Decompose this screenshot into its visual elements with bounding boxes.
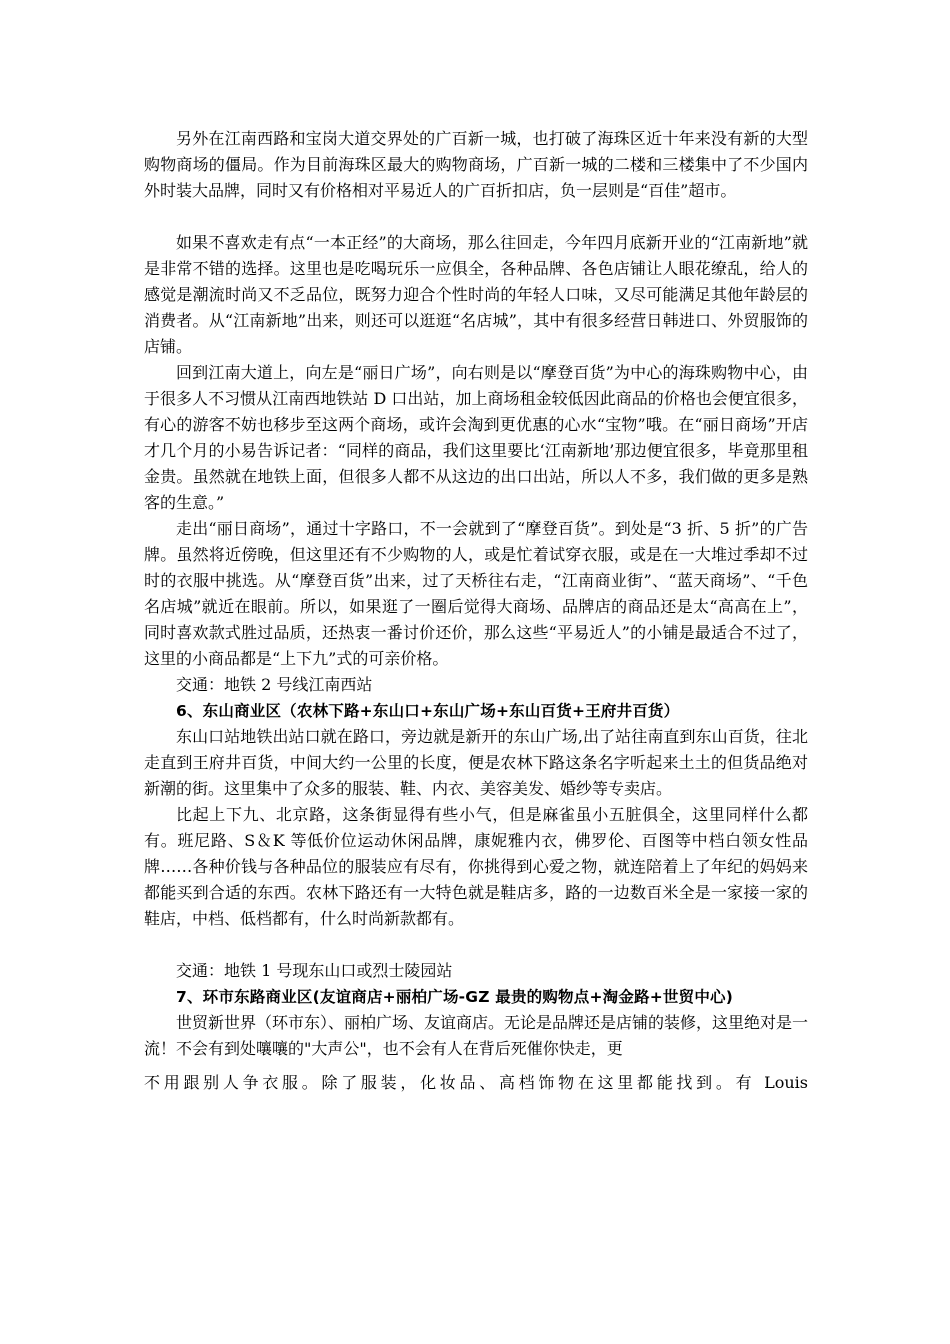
paragraph-jiangnan-xindi: 如果不喜欢走有点“一本正经”的大商场，那么往回走，今年四月底新开业的“江南新地”就是非常不错的选择。这里也是吃喝玩乐一应俱全，各种品牌、各色店铺让人眼花缭乱，给人的感觉是潮流时尚又不乏品位，既努力迎合个性时尚的年轻人口味，又尽可能满足其他年龄层的消费者。从“江南新地”出来，则还可以逛逛“名店城”，其中有很多经营日韩进口、外贸服饰的店铺。 (144, 233, 808, 356)
paragraph-huanshi-intro: 世贸新世界（环市东）、丽柏广场、友谊商店。无论是品牌还是店铺的装修，这里绝对是一流！不会有到处嚷嚷的"大声公"，也不会有人在背后死催你快走，更 (144, 1013, 809, 1058)
paragraph-modeng-baihuo: 走出“丽日商场”，通过十字路口，不一会就到了“摩登百货”。到处是“3 折、5 折”的广告牌。虽然将近傍晚，但这里还有不少购物的人，或是忙着试穿衣服，或是在一大堆过季却不过时的衣服中挑选。从“摩登百货”出来，过了天桥往右走，“江南商业街”、“蓝天商场”、“千色名店城”就近在眼前。所以，如果逛了一圈后觉得大商场、品牌店的商品还是太“高高在上”，同时喜欢款式胜过品质，还热衷一番讨价还价，那么这些“平易近人”的小铺是最适合不过了，这里的小商品都是“上下九”式的可亲价格。 (144, 519, 808, 668)
paragraph-huanshi-continued: 不用跟别人争衣服。除了服装，化妆品、高档饰物在这里都能找到。有 Louis (144, 1073, 808, 1092)
document-page (144, 126, 808, 1096)
paragraph-lihri-plaza: 回到江南大道上，向左是“丽日广场”，向右则是以“摩登百货”为中心的海珠购物中心，由于很多人不习惯从江南西地铁站 D 口出站，加上商场租金较低因此商品的价格也会便宜很多，有心的游客不妨也移步至这两个商场，或许会淘到更优惠的心水“宝物”哦。在“丽日商场”开店才几个月的小易告诉记者：“同样的商品，我们这里要比‘江南新地’那边便宜很多，毕竟那里租金贵。虽然就在地铁上面，但很多人都不从这边的出口出站，所以人不多，我们做的更多是熟客的生意。” (144, 363, 808, 512)
paragraph-gap (144, 204, 808, 230)
paragraph-guangbai: 另外在江南西路和宝岗大道交界处的广百新一城，也打破了海珠区近十年来没有新的大型购物商场的僵局。作为目前海珠区最大的购物商场，广百新一城的二楼和三楼集中了不少国内外时装大品牌，同时又有价格相对平易近人的广百折扣店，负一层则是“百佳”超市。 (144, 129, 808, 200)
section-heading-dongshan: 6、东山商业区（农林下路+东山口+东山广场+东山百货+王府井百货） (176, 702, 680, 720)
section-heading-huanshi-dong: 7、环市东路商业区(友谊商店+丽柏广场-GZ 最贵的购物点+淘金路+世贸中心) (176, 988, 734, 1006)
paragraph-dongshan-intro: 东山口站地铁出站口就在路口，旁边就是新开的东山广场,出了站往南直到东山百货，往北走直到王府井百货，中间大约一公里的长度，便是农林下路这条名字听起来土土的但货品绝对新潮的街。这里集中了众多的服装、鞋、内衣、美容美发、婚纱等专卖店。 (144, 727, 808, 798)
traffic-line-jiangnanxi: 交通：地铁 2 号线江南西站 (176, 675, 373, 694)
paragraph-gap (144, 932, 808, 958)
traffic-line-dongshankou: 交通：地铁 1 号现东山口或烈士陵园站 (176, 961, 453, 980)
paragraph-nonglin-xialu: 比起上下九、北京路，这条街显得有些小气，但是麻雀虽小五脏俱全，这里同样什么都有。班尼路、S＆K 等低价位运动休闲品牌，康妮雅内衣，佛罗伦、百图等中档白领女性品牌……各种价钱与各种品位的服装应有尽有，你挑得到心爱之物，就连陪着上了年纪的妈妈来都能买到合适的东西。农林下路还有一大特色就是鞋店多，路的一边数百米全是一家接一家的鞋店，中档、低档都有，什么时尚新款都有。 (144, 805, 808, 928)
